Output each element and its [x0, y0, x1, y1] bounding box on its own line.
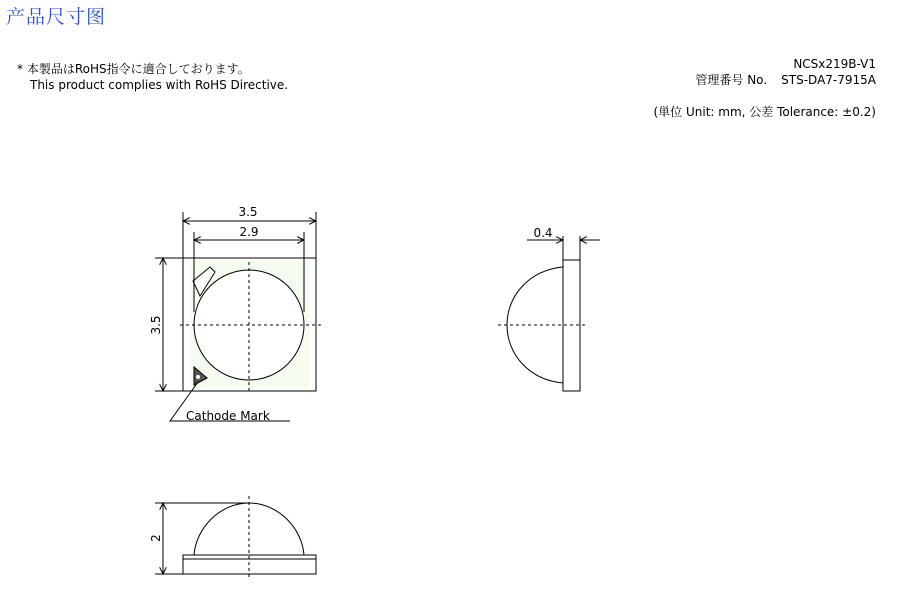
rohs-english: This product complies with RoHS Directive.: [30, 78, 289, 92]
model-number: NCSx219B-V1: [793, 57, 876, 71]
front-height-label: 2: [149, 534, 163, 542]
side-view: [498, 236, 600, 391]
units-note: (単位 Unit: mm, 公差 Tolerance: ±0.2): [653, 105, 876, 119]
dim-width-inner-label: 2.9: [239, 225, 259, 239]
cathode-dot: [196, 375, 200, 379]
rohs-japanese: 本製品はRoHS指令に適合しております。: [26, 62, 250, 76]
side-thickness-label: 0.4: [533, 226, 553, 240]
doc-number: STS-DA7-7915A: [781, 73, 876, 87]
asterisk: *: [17, 62, 23, 76]
front-view: [155, 496, 316, 578]
doc-number-label: 管理番号 No.: [695, 73, 768, 87]
dim-width-outer-label: 3.5: [238, 205, 258, 219]
top-view: [155, 212, 324, 421]
page-title: 产品尺寸图: [6, 6, 107, 28]
dim-height-label: 3.5: [149, 315, 163, 335]
cathode-label: Cathode Mark: [186, 409, 270, 423]
